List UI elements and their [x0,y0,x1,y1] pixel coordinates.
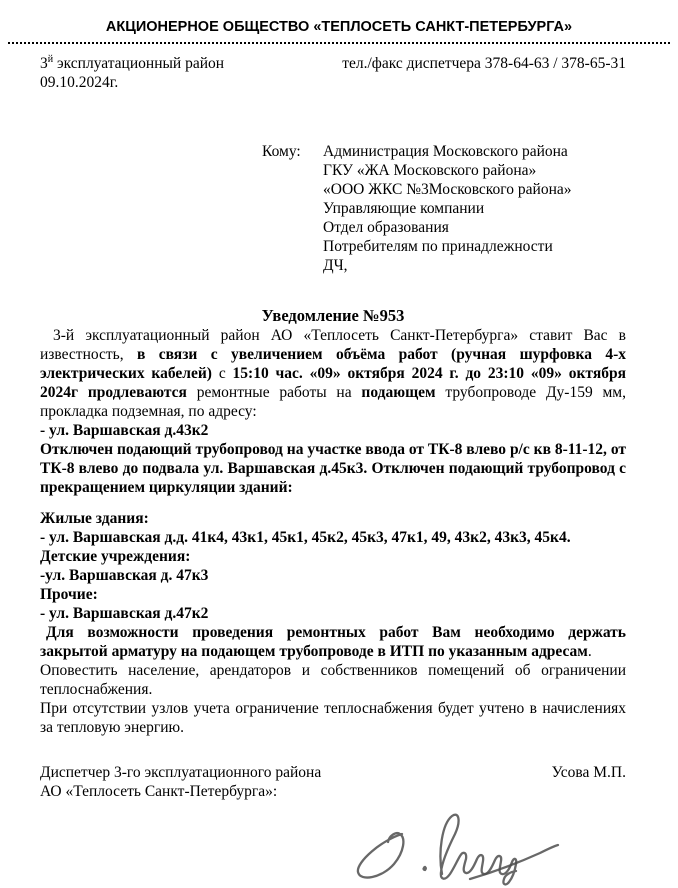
separator-line [8,42,670,44]
requirements-run: Для возможности проведения ремонтных работ Вам необходимо держать закрытой арматуру на подающем трубопроводе в ИТП по указанным адресам [40,624,626,660]
intro-paragraph [40,326,626,421]
recipients-label: Кому: [262,143,301,160]
requirements-paragraph [40,623,626,661]
intro-run: 3-й эксплуатационный район АО «Теплосеть Санкт-Петербурга» ставит Вас в известность, [40,327,626,363]
building-line-other: - ул. Варшавская д.47к2 [40,605,209,622]
metering-paragraph: При отсутствии узлов учета ограничение теплоснабжения будет учтено в начислениях за тепловую энергию. [40,700,626,736]
shutdown-paragraph: Отключен подающий трубопровод на участке ввода от ТК-8 влево р/с кв 8-11-12, от ТК-8 влево до подвала ул. Варшавская д.45к3. Отключен подающий трубопровод с прекращением циркуляции зданий: [40,441,626,496]
intro-run: 15:10 час. «09» октября 2024 г. до 23:10 «09» октября 2024г продлеваются [40,365,626,401]
dispatcher-line1: Диспетчер 3-го эксплуатационного района [40,764,322,781]
address-line: - ул. Варшавская д.43к2 [40,422,209,439]
district-superscript: й [47,53,54,65]
intro-run: с [211,365,233,382]
dispatcher-line2: АО «Теплосеть Санкт-Петербурга»: [40,783,278,800]
recipients-block [262,142,626,275]
date-label: 09.10.2024г. [40,74,119,91]
intro-run: подающем [361,384,436,401]
dispatcher-title [40,763,321,801]
building-line-residential-header: Жилые здания: [40,510,149,527]
intro-run: трубопроводе Ду-159 мм, прокладка подземная, по адресу: [40,384,626,420]
signer-name: Усова М.П. [551,764,626,781]
org-name: АКЦИОНЕРНОЕ ОБЩЕСТВО «ТЕПЛОСЕТЬ САНКТ-ПЕТЕРБУРГА» [105,19,573,35]
intro-run: ремонтные работы на [186,384,362,401]
recipient-line: Управляющие компании [323,200,485,217]
signature-block [40,763,626,801]
intro-run: в связи с увеличением объёма работ (ручная шурфовка 4-х электрических кабелей) [40,346,627,382]
building-line-childcare: -ул. Варшавская д. 47к3 [40,567,209,584]
recipients-list [323,142,572,275]
requirements-run: . [587,643,592,660]
contact-row [40,54,626,73]
recipient-line: Отдел образования [323,219,449,236]
building-line-childcare-header: Детские учреждения: [40,548,191,565]
phone-label: тел./факс диспетчера 378-64-63 / 378-65-31 [342,55,626,72]
recipient-line: Потребителям по принадлежности [323,238,553,255]
recipient-line: «ООО ЖКС №3Московского района» [323,181,572,198]
notice-title: Уведомление №953 [261,306,405,325]
signature-image [342,806,580,886]
recipient-line: ГКУ «ЖА Московского района» [323,162,537,179]
notify-paragraph: Оповестить население, арендаторов и собственников помещений об ограничении теплоснабжения. [40,662,626,698]
building-line-other-header: Прочие: [40,586,98,603]
buildings-list [40,509,626,623]
recipient-line: Администрация Московского района [323,143,568,160]
district-label: $3^й$ эксплуатационный район [40,53,225,72]
recipient-line: ДЧ, [323,257,348,274]
building-line-residential: - ул. Варшавская д.д. 41к4, 43к1, 45к1, 45к2, 45к3, 47к1, 49, 43к2, 43к3, 45к4. [40,529,571,546]
